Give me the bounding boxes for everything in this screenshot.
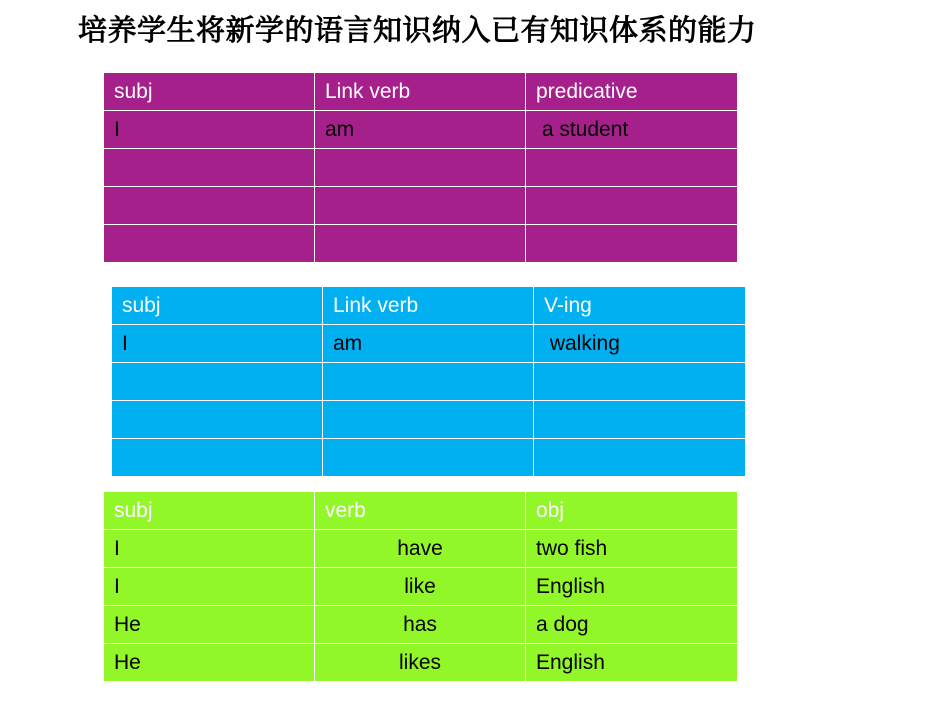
table-cell (315, 187, 526, 225)
header-cell: V-ing (534, 287, 746, 325)
table-cell: He (104, 606, 315, 644)
table-row (104, 149, 738, 187)
table-row (112, 401, 746, 439)
table-cell: a dog (526, 606, 738, 644)
table-row (104, 606, 738, 644)
table-cell (315, 149, 526, 187)
table-cell (526, 187, 738, 225)
table-cell: likes (315, 644, 526, 682)
table-cell (112, 439, 323, 477)
table-cell: a student (526, 111, 738, 149)
table-cell: I (104, 111, 315, 149)
table-cell: I (112, 325, 323, 363)
table-cell (112, 363, 323, 401)
table-cell (526, 149, 738, 187)
table-row (104, 187, 738, 225)
table-row (104, 568, 738, 606)
table-cell (112, 401, 323, 439)
table-cell: am (315, 111, 526, 149)
table-cell (534, 401, 746, 439)
table-cell: two fish (526, 530, 738, 568)
table-row (112, 325, 746, 363)
table-row (104, 530, 738, 568)
table-cell (323, 363, 534, 401)
header-cell: subj (104, 73, 315, 111)
table-row (112, 439, 746, 477)
table-cell: He (104, 644, 315, 682)
header-cell: subj (112, 287, 323, 325)
table-cell (104, 149, 315, 187)
table-cell (104, 225, 315, 263)
header-cell: verb (315, 492, 526, 530)
table-header-row (104, 492, 738, 530)
table-cell: have (315, 530, 526, 568)
header-cell: obj (526, 492, 738, 530)
table-link-verb-ving (111, 286, 746, 477)
table-cell: I (104, 568, 315, 606)
table-cell: has (315, 606, 526, 644)
table-cell: like (315, 568, 526, 606)
table-row (112, 363, 746, 401)
table-cell (104, 187, 315, 225)
table-cell (323, 401, 534, 439)
header-cell: Link verb (315, 73, 526, 111)
table-cell: English (526, 644, 738, 682)
table-row (104, 225, 738, 263)
table-cell (526, 225, 738, 263)
table-header-row (112, 287, 746, 325)
table-row (104, 644, 738, 682)
table-row (104, 111, 738, 149)
table-link-verb-predicative (103, 72, 738, 263)
header-cell: predicative (526, 73, 738, 111)
header-cell: subj (104, 492, 315, 530)
table-cell (534, 439, 746, 477)
table-cell: English (526, 568, 738, 606)
table-cell (323, 439, 534, 477)
table-header-row (104, 73, 738, 111)
page-title: 培养学生将新学的语言知识纳入已有知识体系的能力 (78, 13, 757, 47)
table-cell (315, 225, 526, 263)
table-cell (534, 363, 746, 401)
header-cell: Link verb (323, 287, 534, 325)
table-cell: I (104, 530, 315, 568)
table-subj-verb-obj (103, 491, 738, 682)
table-cell: am (323, 325, 534, 363)
table-cell: walking (534, 325, 746, 363)
